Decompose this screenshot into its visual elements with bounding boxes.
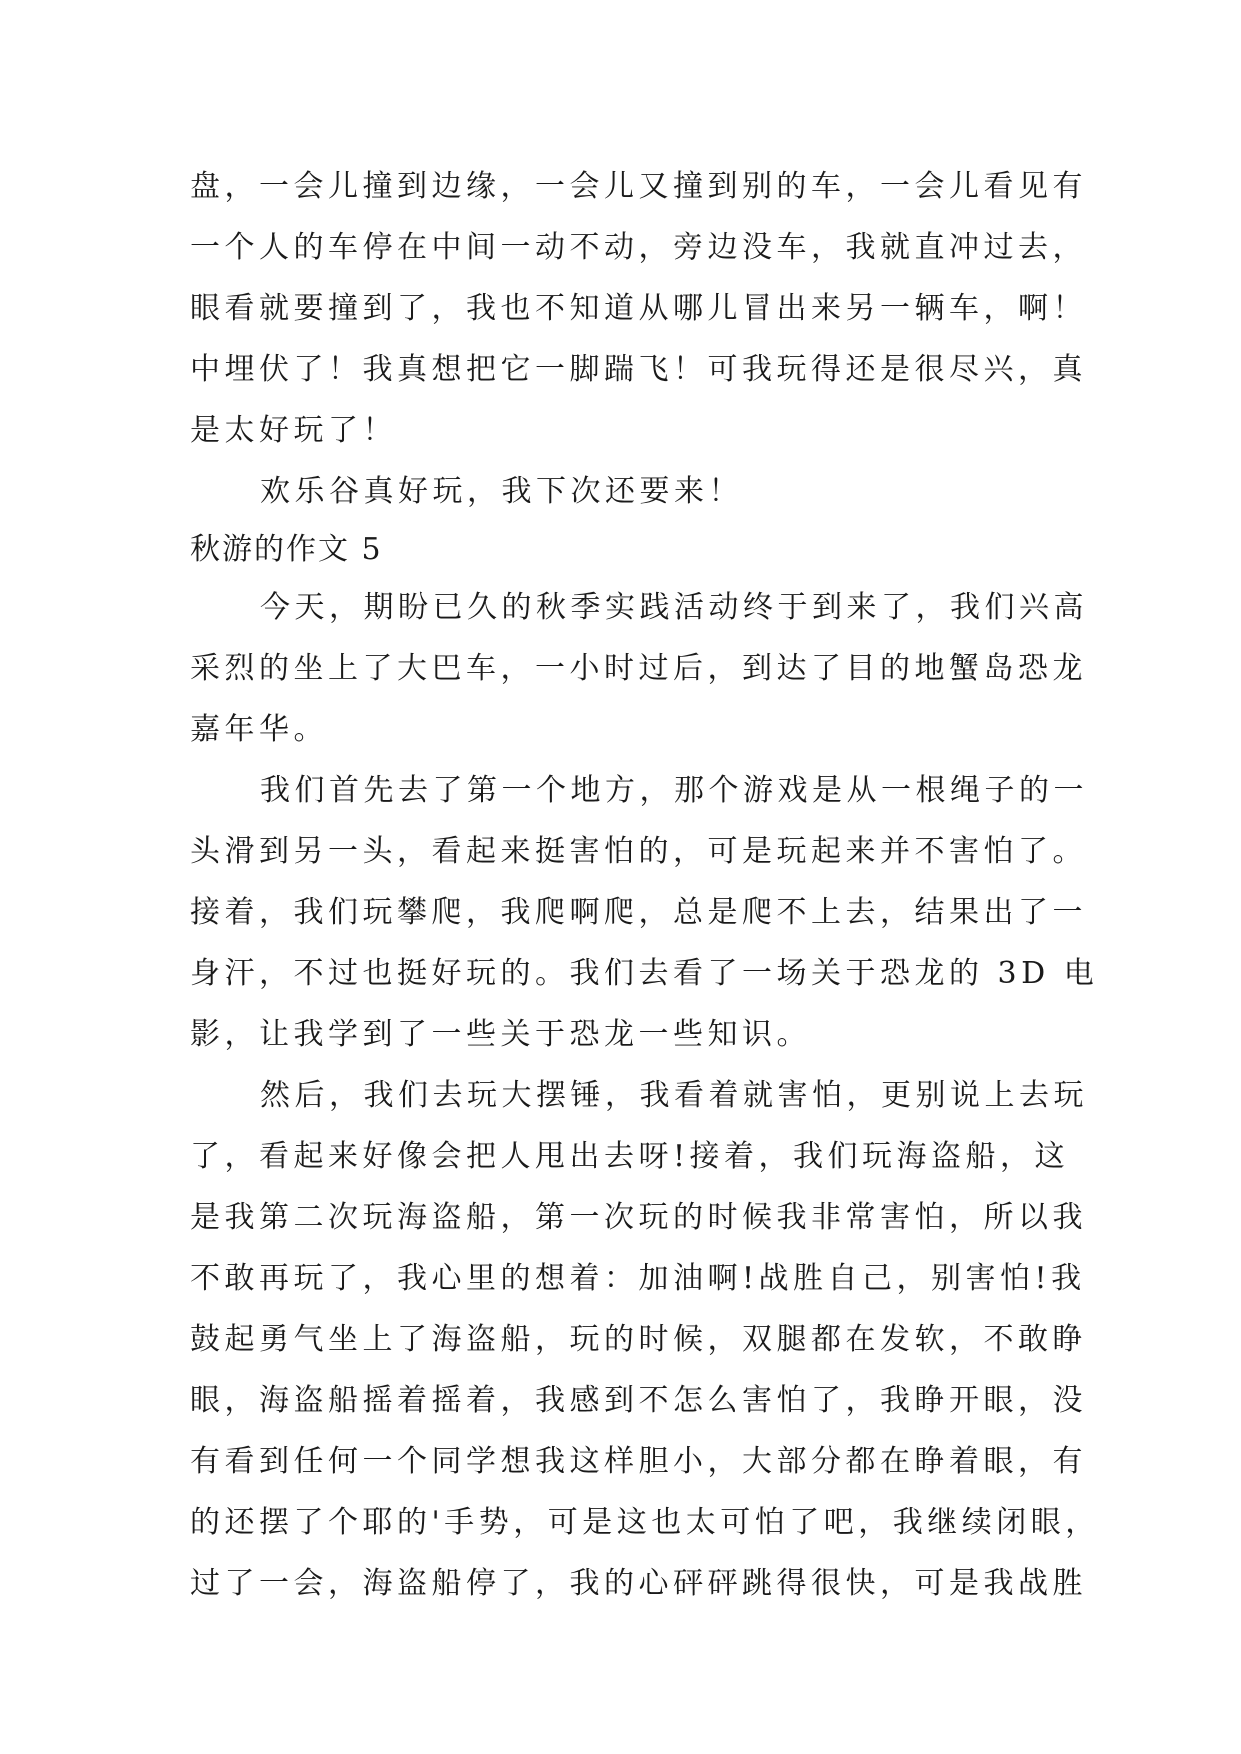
text-line: 中埋伏了！我真想把它一脚踹飞！可我玩得还是很尽兴，真 xyxy=(190,352,1087,387)
text-line: 一个人的车停在中间一动不动，旁边没车，我就直冲过去， xyxy=(190,230,1087,265)
text-line: 是太好玩了！ xyxy=(190,413,397,448)
document-page xyxy=(190,156,1100,1614)
text-line: 盘，一会儿撞到边缘，一会儿又撞到别的车，一会儿看见有 xyxy=(190,169,1087,204)
text-line: 我们首先去了第一个地方，那个游戏是从一根绳子的一 xyxy=(260,773,1088,808)
text-line: 然后，我们去玩大摆锤，我看着就害怕，更别说上去玩 xyxy=(260,1078,1088,1113)
paragraph xyxy=(190,156,1087,461)
text-line: 影，让我学到了一些关于恐龙一些知识。 xyxy=(190,1017,811,1052)
text-line: 眼看就要撞到了，我也不知道从哪儿冒出来另一辆车，啊！ xyxy=(190,291,1087,326)
text-line: 了，看起来好像会把人甩出去呀!接着，我们玩海盗船，这 xyxy=(190,1139,1070,1174)
text-line: 是我第二次玩海盗船，第一次玩的时候我非常害怕，所以我 xyxy=(190,1200,1087,1235)
text-line: 接着，我们玩攀爬，我爬啊爬，总是爬不上去，结果出了一 xyxy=(190,895,1087,930)
text-line: 身汗，不过也挺好玩的。我们去看了一场关于恐龙的 3D 电 xyxy=(190,956,1099,991)
section-title: 秋游的作文 5 xyxy=(190,532,383,567)
text-line: 鼓起勇气坐上了海盗船，玩的时候，双腿都在发软，不敢睁 xyxy=(190,1322,1087,1357)
text-line: 嘉年华。 xyxy=(190,712,328,747)
text-line: 不敢再玩了，我心里的想着：加油啊!战胜自己，别害怕!我 xyxy=(190,1261,1086,1296)
text-line: 有看到任何一个同学想我这样胆小，大部分都在睁着眼，有 xyxy=(190,1444,1087,1479)
text-line: 欢乐谷真好玩，我下次还要来！ xyxy=(260,474,743,509)
paragraph xyxy=(190,577,1088,760)
text-line: 今天，期盼已久的秋季实践活动终于到来了，我们兴高 xyxy=(260,590,1088,625)
text-line: 采烈的坐上了大巴车，一小时过后，到达了目的地蟹岛恐龙 xyxy=(190,651,1087,686)
text-line: 眼，海盗船摇着摇着，我感到不怎么害怕了，我睁开眼，没 xyxy=(190,1383,1087,1418)
text-line: 头滑到另一头，看起来挺害怕的，可是玩起来并不害怕了。 xyxy=(190,834,1087,869)
paragraph xyxy=(190,760,1099,1065)
paragraph xyxy=(190,1065,1100,1614)
paragraph xyxy=(190,461,1060,522)
text-line: 过了一会，海盗船停了，我的心砰砰跳得很快，可是我战胜 xyxy=(190,1566,1087,1601)
text-line: 的还摆了个耶的'手势，可是这也太可怕了吧，我继续闭眼， xyxy=(190,1505,1100,1540)
